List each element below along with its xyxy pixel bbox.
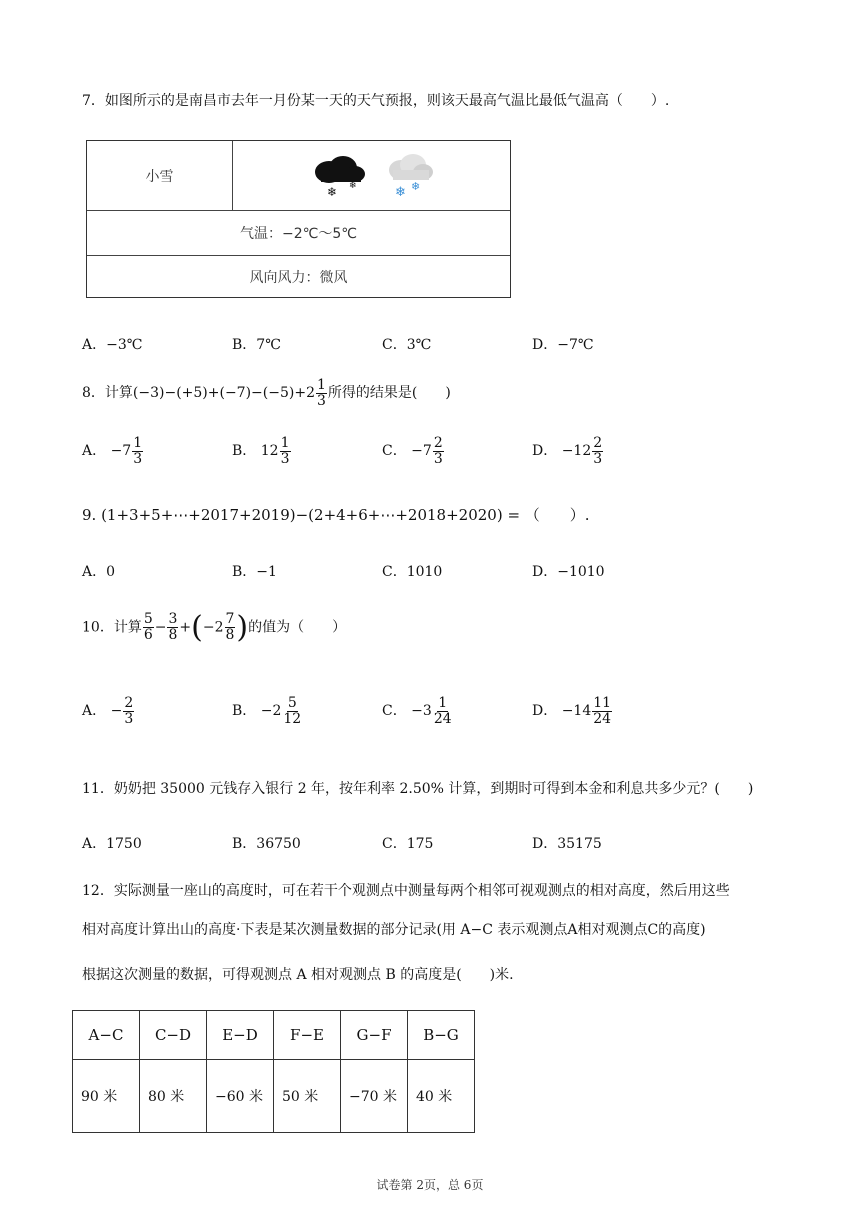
table-header-cell: B−G [408, 1011, 475, 1060]
q11-option-c: C．175 [382, 836, 434, 852]
q7-option-a: A．−3℃ [82, 337, 143, 353]
q10-option-b: B． −2 $\frac{5}{12}$ [232, 695, 302, 727]
q10-option-d: D． −14 $\frac{11}{24}$ [532, 695, 612, 727]
table-cell: −70 米 [341, 1060, 408, 1133]
table-cell: 40 米 [408, 1060, 475, 1133]
q9-option-b: B．−1 [232, 564, 277, 580]
measurement-table [72, 1010, 475, 1133]
question-12-line-2: 相对高度计算出山的高度·下表是某次测量数据的部分记录(用 A−C 表示观测点A相对观测点C的高度) [82, 922, 706, 938]
table-cell: −60 米 [207, 1060, 274, 1133]
snow-cloud-dark-icon [307, 152, 371, 200]
question-12-line-1: 12．实际测量一座山的高度时，可在若干个观测点中测量每两个相邻可视观测点的相对高度，然后用这些 [82, 883, 730, 899]
table-header-row [73, 1011, 475, 1060]
question-7-stem: 7．如图所示的是南昌市去年一月份某一天的天气预报，则该天最高气温比最低气温高（ ）. [82, 93, 670, 109]
table-header-cell: F−E [274, 1011, 341, 1060]
snow-cloud-light-icon [381, 150, 437, 202]
table-header-cell: A−C [73, 1011, 140, 1060]
table-cell: 80 米 [140, 1060, 207, 1133]
q11-option-b: B．36750 [232, 836, 301, 852]
q8-prefix: 8．计算(−3)−(+5)+(−7)−(−5)+2 [82, 385, 315, 402]
q10-option-a: A． − $\frac{2}{3}$ [82, 695, 134, 727]
weather-forecast-box [86, 140, 511, 298]
weather-wind: 风向风力：微风 [87, 255, 510, 298]
q11-option-d: D．35175 [532, 836, 602, 852]
question-12-line-3: 根据这次测量的数据，可得观测点 A 相对观测点 B 的高度是( )米. [82, 967, 514, 983]
q8-fraction: $\frac{1}{3}$ [316, 377, 326, 409]
q9-option-a: A．0 [82, 564, 116, 580]
weather-icons [233, 141, 511, 210]
table-header-cell: E−D [207, 1011, 274, 1060]
q7-option-c: C．3℃ [382, 337, 432, 353]
svg-text:❄: ❄ [411, 179, 421, 193]
table-header-cell: C−D [140, 1011, 207, 1060]
question-8-stem [82, 378, 451, 408]
q8-option-b: B． 12 $\frac{1}{3}$ [232, 435, 290, 467]
weather-condition: 小雪 [87, 141, 233, 210]
q9-option-d: D．−1010 [532, 564, 605, 580]
q8-option-c: C． −7 $\frac{2}{3}$ [382, 435, 443, 467]
table-header-cell: G−F [341, 1011, 408, 1060]
q11-option-a: A．1750 [82, 836, 142, 852]
svg-text:❄: ❄ [349, 180, 357, 191]
q7-option-d: D．−7℃ [532, 337, 594, 353]
q8-option-d: D． −12 $\frac{2}{3}$ [532, 435, 603, 467]
q8-suffix: 所得的结果是( ) [327, 385, 451, 402]
q8-option-a: A． −7 $\frac{1}{3}$ [82, 435, 143, 467]
question-11-stem: 11．奶奶把 35000 元钱存入银行 2 年，按年利率 2.50% 计算，到期时可得到本金和利息共多少元？( ) [82, 781, 754, 797]
svg-text:❄: ❄ [327, 184, 338, 199]
page-footer: 试卷第 2页，总 6页 [376, 1178, 484, 1192]
q10-option-c: C． −3 $\frac{1}{24}$ [382, 695, 452, 727]
table-cell: 90 米 [73, 1060, 140, 1133]
q9-option-c: C．1010 [382, 564, 443, 580]
question-9-stem: 9. (1+3+5+⋯+2017+2019)−(2+4+6+⋯+2018+2020) = （ ）. [82, 506, 590, 524]
question-10-stem: 10．计算 $\frac{5}{6}$ − $\frac{3}{8}$ +(−2 $\frac{7}{8}$ )的值为（ ） [82, 610, 347, 645]
weather-temperature: 气温：−2℃～5℃ [87, 210, 510, 255]
table-cell: 50 米 [274, 1060, 341, 1133]
q7-option-b: B．7℃ [232, 337, 281, 353]
table-row [73, 1060, 475, 1133]
svg-text:❄: ❄ [395, 184, 406, 200]
